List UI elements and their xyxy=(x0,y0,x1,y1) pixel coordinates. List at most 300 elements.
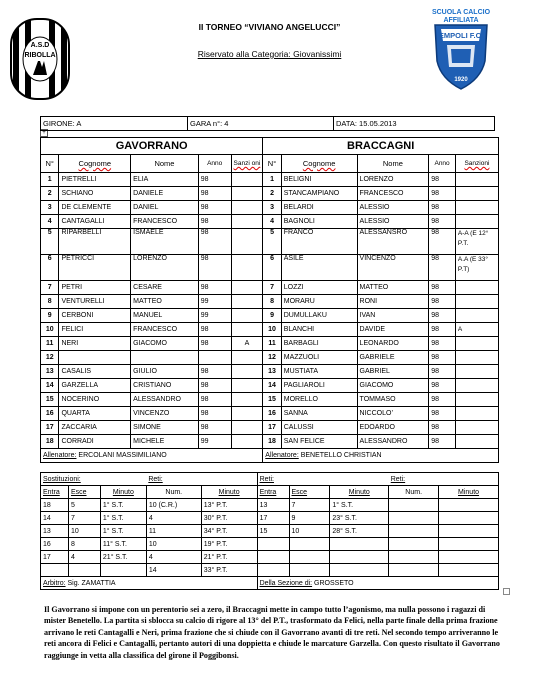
home-sub-out xyxy=(68,564,100,577)
away-name: ALESSANSRO xyxy=(357,229,429,255)
home-sanction xyxy=(231,421,263,435)
roster-number: 12 xyxy=(41,351,59,365)
home-sub-out: 7 xyxy=(68,512,100,525)
away-sanction xyxy=(455,435,498,449)
away-year: 98 xyxy=(429,435,456,449)
away-goal-scorer xyxy=(389,564,439,577)
home-sub-in: 14 xyxy=(41,512,69,525)
goal-col-num: Num. xyxy=(146,486,201,499)
roster-number: 16 xyxy=(41,407,59,421)
roster-number-away: 1 xyxy=(263,173,281,187)
away-sub-minute: 1° S.T. xyxy=(330,499,389,512)
home-sub-in: 13 xyxy=(41,525,69,538)
home-surname: DE CLEMENTE xyxy=(59,201,131,215)
gara-cell: GARA n°: 4 xyxy=(188,117,334,131)
home-year: 98 xyxy=(198,393,231,407)
home-sanction xyxy=(231,281,263,295)
home-goals-label: Reti: xyxy=(146,473,257,486)
away-sanction xyxy=(455,379,498,393)
away-sub-out xyxy=(289,564,330,577)
home-name: MANUEL xyxy=(131,309,199,323)
away-surname: ASILE xyxy=(281,255,357,281)
away-goal-scorer xyxy=(389,551,439,564)
away-year: 98 xyxy=(429,393,456,407)
home-name: MATTEO xyxy=(131,295,199,309)
home-sanction xyxy=(231,407,263,421)
roster-row xyxy=(41,187,499,201)
home-goal-minute: 30° P.T. xyxy=(201,512,257,525)
roster-number-away: 11 xyxy=(263,337,281,351)
roster-number-away: 18 xyxy=(263,435,281,449)
home-goal-minute: 33° P.T. xyxy=(201,564,257,577)
roster-row xyxy=(41,337,499,351)
away-name: DAVIDE xyxy=(357,323,429,337)
away-team-name: BRACCAGNI xyxy=(263,138,499,155)
roster-number-away: 3 xyxy=(263,201,281,215)
away-sub-in: 17 xyxy=(257,512,289,525)
away-name: ALESSIO xyxy=(357,201,429,215)
home-name: CRISTIANO xyxy=(131,379,199,393)
home-sub-minute: 1° S.T. xyxy=(100,525,146,538)
home-year: 99 xyxy=(198,295,231,309)
away-year: 98 xyxy=(429,281,456,295)
roster-number-away: 9 xyxy=(263,309,281,323)
away-sanction xyxy=(455,407,498,421)
home-sub-minute: 11° S.T. xyxy=(100,538,146,551)
home-surname: RIPARBELLI xyxy=(59,229,131,255)
away-name: MATTEO xyxy=(357,281,429,295)
col-anno: Anno xyxy=(198,155,231,173)
away-goal-minute xyxy=(439,564,499,577)
home-sanction xyxy=(231,255,263,281)
home-name: MICHELE xyxy=(131,435,199,449)
away-sanction xyxy=(455,351,498,365)
away-year: 98 xyxy=(429,421,456,435)
away-name: IVAN xyxy=(357,309,429,323)
away-surname: LOZZI xyxy=(281,281,357,295)
away-sanction: A xyxy=(455,323,498,337)
home-sanction xyxy=(231,379,263,393)
roster-row xyxy=(41,351,499,365)
match-info-table xyxy=(40,116,495,131)
away-year: 98 xyxy=(429,201,456,215)
away-year: 98 xyxy=(429,337,456,351)
date-cell: DATA: 15.05.2013 xyxy=(334,117,495,131)
away-year: 98 xyxy=(429,365,456,379)
roster-number-away: 13 xyxy=(263,365,281,379)
away-name: EDOARDO xyxy=(357,421,429,435)
home-goal-minute: 13° P.T. xyxy=(201,499,257,512)
home-sub-out: 8 xyxy=(68,538,100,551)
home-name: FRANCESCO xyxy=(131,323,199,337)
away-year: 98 xyxy=(429,295,456,309)
away-name: RONI xyxy=(357,295,429,309)
roster-number-away: 8 xyxy=(263,295,281,309)
away-surname: STANCAMPIANO xyxy=(281,187,357,201)
home-goal-scorer: 4 xyxy=(146,512,201,525)
home-sub-out: 10 xyxy=(68,525,100,538)
home-sanction xyxy=(231,201,263,215)
home-year: 98 xyxy=(198,255,231,281)
roster-number: 9 xyxy=(41,309,59,323)
away-year: 98 xyxy=(429,309,456,323)
home-sub-minute: 1° S.T. xyxy=(100,499,146,512)
away-name: FRANCESCO xyxy=(357,187,429,201)
ribolla-logo xyxy=(9,17,71,101)
roster-number: 3 xyxy=(41,201,59,215)
away-sub-minute xyxy=(330,551,389,564)
home-surname: CANTAGALLI xyxy=(59,215,131,229)
away-sanction xyxy=(455,421,498,435)
roster-row xyxy=(41,309,499,323)
home-year: 98 xyxy=(198,365,231,379)
home-name: GIULIO xyxy=(131,365,199,379)
roster-number: 8 xyxy=(41,295,59,309)
away-surname: CALUSSI xyxy=(281,421,357,435)
home-surname: ZACCARIA xyxy=(59,421,131,435)
roster-row xyxy=(41,201,499,215)
home-name xyxy=(131,351,199,365)
away-sanction xyxy=(455,281,498,295)
away-sub-minute xyxy=(330,538,389,551)
away-sub-out: 9 xyxy=(289,512,330,525)
home-sub-in: 17 xyxy=(41,551,69,564)
sub-col-minuto-away: Minuto xyxy=(330,486,389,499)
away-surname: FRANCO xyxy=(281,229,357,255)
away-sub-in xyxy=(257,564,289,577)
home-sub-in: 16 xyxy=(41,538,69,551)
roster-number: 7 xyxy=(41,281,59,295)
roster-number: 18 xyxy=(41,435,59,449)
away-surname: MORELLO xyxy=(281,393,357,407)
away-sub-out: 10 xyxy=(289,525,330,538)
home-name: LORENZO xyxy=(131,255,199,281)
away-goal-scorer xyxy=(389,499,439,512)
roster-row xyxy=(41,379,499,393)
substitution-row xyxy=(41,499,499,512)
girone-cell: GIRONE: A xyxy=(41,117,188,131)
away-sanction xyxy=(455,309,498,323)
home-surname: PETRI xyxy=(59,281,131,295)
home-sub-out: 5 xyxy=(68,499,100,512)
svg-text:A.S.D: A.S.D xyxy=(30,42,50,49)
col-cognome: Cognome xyxy=(59,155,131,173)
away-year: 98 xyxy=(429,229,456,255)
roster-number: 10 xyxy=(41,323,59,337)
away-year: 98 xyxy=(429,187,456,201)
away-goal-minute xyxy=(439,538,499,551)
home-surname: CERBONI xyxy=(59,309,131,323)
home-year: 98 xyxy=(198,229,231,255)
home-name: FRANCESCO xyxy=(131,215,199,229)
away-name: TOMMASO xyxy=(357,393,429,407)
substitution-row xyxy=(41,538,499,551)
roster-number-away: 5 xyxy=(263,229,281,255)
away-year: 98 xyxy=(429,215,456,229)
category-subtitle: Riservato alla Categoria: Giovanissimi xyxy=(197,49,342,59)
substitution-row xyxy=(41,551,499,564)
col-cognome-away: Cognome xyxy=(281,155,357,173)
roster-number: 4 xyxy=(41,215,59,229)
home-year xyxy=(198,351,231,365)
resize-handle-icon[interactable] xyxy=(503,588,510,595)
svg-text:1925: 1925 xyxy=(34,89,46,95)
roster-number: 17 xyxy=(41,421,59,435)
goal-col-num-away: Num. xyxy=(389,486,439,499)
home-year: 98 xyxy=(198,201,231,215)
home-year: 98 xyxy=(198,323,231,337)
roster-number-away: 16 xyxy=(263,407,281,421)
home-sanction xyxy=(231,323,263,337)
away-surname: SAN FELICE xyxy=(281,435,357,449)
roster-row xyxy=(41,435,499,449)
home-surname xyxy=(59,351,131,365)
home-surname: NERI xyxy=(59,337,131,351)
away-goal-scorer xyxy=(389,512,439,525)
away-sub-in xyxy=(257,551,289,564)
home-goal-scorer: 14 xyxy=(146,564,201,577)
sub-col-esce: Esce xyxy=(68,486,100,499)
tournament-title: II TORNEO “VIVIANO ANGELUCCI” xyxy=(198,22,341,32)
home-surname: VENTURELLI xyxy=(59,295,131,309)
home-surname: CORRADI xyxy=(59,435,131,449)
roster-number: 13 xyxy=(41,365,59,379)
home-name: ISMAELE xyxy=(131,229,199,255)
col-sanzioni: Sanzi oni xyxy=(231,155,263,173)
roster-number: 15 xyxy=(41,393,59,407)
section-cell: Della Sezione di: GROSSETO xyxy=(257,577,498,590)
home-surname: PIETRELLI xyxy=(59,173,131,187)
substitutions-table xyxy=(40,472,499,590)
away-sub-minute xyxy=(330,564,389,577)
home-sanction xyxy=(231,215,263,229)
home-year: 98 xyxy=(198,173,231,187)
svg-text:RIBOLLA: RIBOLLA xyxy=(24,52,56,59)
away-sanction xyxy=(455,215,498,229)
away-subs-label: Reti: xyxy=(257,473,389,486)
svg-text:AFFILIATA: AFFILIATA xyxy=(443,17,479,24)
roster-number-away: 4 xyxy=(263,215,281,229)
away-surname: BARBAGLI xyxy=(281,337,357,351)
roster-row xyxy=(41,393,499,407)
away-sanction xyxy=(455,173,498,187)
roster-number: 2 xyxy=(41,187,59,201)
home-year: 98 xyxy=(198,337,231,351)
home-sub-minute xyxy=(100,564,146,577)
home-sanction xyxy=(231,229,263,255)
roster-number: 11 xyxy=(41,337,59,351)
roster-number-away: 7 xyxy=(263,281,281,295)
away-coach-cell: Allenatore: BENETELLO CHRISTIAN xyxy=(263,449,499,463)
roster-table xyxy=(40,137,499,463)
home-coach-cell: Allenatore: ERCOLANI MASSIMILIANO xyxy=(41,449,263,463)
home-name: ALESSANDRO xyxy=(131,393,199,407)
roster-row xyxy=(41,229,499,255)
away-sub-minute: 28° S.T. xyxy=(330,525,389,538)
away-sanction xyxy=(455,187,498,201)
away-surname: SANNA xyxy=(281,407,357,421)
home-sub-in xyxy=(41,564,69,577)
empoli-logo xyxy=(421,5,501,91)
away-sanction xyxy=(455,365,498,379)
roster-number: 1 xyxy=(41,173,59,187)
away-sanction: A.A (E 33° P.T) xyxy=(455,255,498,281)
away-sub-in: 13 xyxy=(257,499,289,512)
away-goal-scorer xyxy=(389,538,439,551)
home-name: VINCENZO xyxy=(131,407,199,421)
home-sanction xyxy=(231,351,263,365)
away-sanction xyxy=(455,295,498,309)
referee-cell: Arbitro: Sig. ZAMATTIA xyxy=(41,577,258,590)
roster-row xyxy=(41,255,499,281)
home-sanction: A xyxy=(231,337,263,351)
away-surname: BELARDI xyxy=(281,201,357,215)
home-surname: QUARTA xyxy=(59,407,131,421)
away-name: NICCOLO’ xyxy=(357,407,429,421)
away-goal-scorer xyxy=(389,525,439,538)
match-report: Il Gavorrano si impone con un perentorio sei a zero, il Braccagni mette in campo tutto l’agonismo, ma nulla possono i ragazzi di mister Benetello. La partita si sblocca su calcio di rigore al 13° del P.T., trasformato da Felici, nella parte finale della prima frazione arrivano le reti Cantagalli e Neri, prima frazione che si chiude con il Gavorrano avanti di tre reti. Nel secondo tempo arriveranno le reti ancora di Felici e Cantagalli, pertanto autori di una doppietta e chiude le marcature Garzella. Con questo risultato il Gavorrano raggiunge in vetta alla classifica del girone il Poggibonsi. xyxy=(44,605,500,660)
away-sanction xyxy=(455,201,498,215)
away-sub-in: 15 xyxy=(257,525,289,538)
away-sub-out: 7 xyxy=(289,499,330,512)
goal-col-minuto: Minuto xyxy=(201,486,257,499)
away-goal-minute xyxy=(439,512,499,525)
away-goal-minute xyxy=(439,551,499,564)
col-anno-away: Anno xyxy=(429,155,456,173)
roster-row xyxy=(41,323,499,337)
home-goal-minute: 19° P.T. xyxy=(201,538,257,551)
home-goal-scorer: 11 xyxy=(146,525,201,538)
home-sanction xyxy=(231,393,263,407)
roster-number-away: 12 xyxy=(263,351,281,365)
home-sanction xyxy=(231,295,263,309)
home-goal-minute: 34° P.T. xyxy=(201,525,257,538)
home-year: 98 xyxy=(198,407,231,421)
home-sanction xyxy=(231,173,263,187)
svg-text:SCUOLA CALCIO: SCUOLA CALCIO xyxy=(431,9,491,16)
away-goal-minute xyxy=(439,525,499,538)
away-surname: PAGLIAROLI xyxy=(281,379,357,393)
home-year: 98 xyxy=(198,379,231,393)
away-name: LEONARDO xyxy=(357,337,429,351)
away-surname: BAGNOLI xyxy=(281,215,357,229)
home-sanction xyxy=(231,435,263,449)
substitution-row xyxy=(41,525,499,538)
home-subs-label: Sostituzioni: xyxy=(41,473,147,486)
away-year: 98 xyxy=(429,407,456,421)
away-goals-label: Reti: xyxy=(389,473,499,486)
sub-col-entra: Entra xyxy=(41,486,69,499)
away-sanction: A-A (E 12° P.T. xyxy=(455,229,498,255)
col-nome: Nome xyxy=(131,155,199,173)
away-year: 98 xyxy=(429,323,456,337)
roster-row xyxy=(41,281,499,295)
home-year: 98 xyxy=(198,281,231,295)
roster-number-away: 15 xyxy=(263,393,281,407)
away-name: GABRIEL xyxy=(357,365,429,379)
away-surname: MORARU xyxy=(281,295,357,309)
away-sub-minute: 23° S.T. xyxy=(330,512,389,525)
home-sanction xyxy=(231,187,263,201)
away-name: GIACOMO xyxy=(357,379,429,393)
sub-col-entra-away: Entra xyxy=(257,486,289,499)
away-surname: BLANCHI xyxy=(281,323,357,337)
home-goal-scorer: 10 xyxy=(146,538,201,551)
away-sub-out xyxy=(289,538,330,551)
col-n: N° xyxy=(41,155,59,173)
away-year: 98 xyxy=(429,255,456,281)
home-sanction xyxy=(231,309,263,323)
home-name: GIACOMO xyxy=(131,337,199,351)
roster-row xyxy=(41,407,499,421)
roster-row xyxy=(41,365,499,379)
home-year: 98 xyxy=(198,215,231,229)
home-team-name: GAVORRANO xyxy=(41,138,263,155)
home-goal-minute: 21° P.T. xyxy=(201,551,257,564)
away-surname: MAZZUOLI xyxy=(281,351,357,365)
home-name: DANIEL xyxy=(131,201,199,215)
away-name: LORENZO xyxy=(357,173,429,187)
home-name: DANIELE xyxy=(131,187,199,201)
away-name: VINCENZO xyxy=(357,255,429,281)
away-surname: MUSTIATA xyxy=(281,365,357,379)
roster-number-away: 17 xyxy=(263,421,281,435)
roster-row xyxy=(41,215,499,229)
home-year: 98 xyxy=(198,187,231,201)
home-year: 99 xyxy=(198,309,231,323)
svg-text:EMPOLI F.C.: EMPOLI F.C. xyxy=(438,31,484,40)
home-surname: GARZELLA xyxy=(59,379,131,393)
away-surname: BELIGNI xyxy=(281,173,357,187)
move-handle-icon[interactable]: + xyxy=(40,129,48,137)
col-sanzioni-away: Sanzioni xyxy=(455,155,498,173)
away-surname: DUMULLAKU xyxy=(281,309,357,323)
away-sub-in xyxy=(257,538,289,551)
home-sub-in: 18 xyxy=(41,499,69,512)
col-n-away: N° xyxy=(263,155,281,173)
home-surname: SCHIANO xyxy=(59,187,131,201)
away-name: ALESSANDRO xyxy=(357,435,429,449)
home-name: CESARE xyxy=(131,281,199,295)
home-surname: CASALIS xyxy=(59,365,131,379)
roster-row xyxy=(41,421,499,435)
home-goal-scorer: 10 (C.R.) xyxy=(146,499,201,512)
away-year: 98 xyxy=(429,173,456,187)
sub-col-esce-away: Esce xyxy=(289,486,330,499)
home-sanction xyxy=(231,365,263,379)
roster-row xyxy=(41,295,499,309)
sub-col-minuto: Minuto xyxy=(100,486,146,499)
home-surname: PETRICCI xyxy=(59,255,131,281)
substitution-row xyxy=(41,512,499,525)
home-sub-minute: 1° S.T. xyxy=(100,512,146,525)
home-sub-out: 4 xyxy=(68,551,100,564)
away-name: GABRIELE xyxy=(357,351,429,365)
goal-col-minuto-away: Minuto xyxy=(439,486,499,499)
roster-number-away: 14 xyxy=(263,379,281,393)
roster-number-away: 10 xyxy=(263,323,281,337)
col-nome-away: Nome xyxy=(357,155,429,173)
home-sub-minute: 21° S.T. xyxy=(100,551,146,564)
svg-text:1920: 1920 xyxy=(454,77,468,83)
home-surname: FELICI xyxy=(59,323,131,337)
roster-number-away: 6 xyxy=(263,255,281,281)
home-surname: NOCERINO xyxy=(59,393,131,407)
substitution-row xyxy=(41,564,499,577)
roster-number-away: 2 xyxy=(263,187,281,201)
away-year: 98 xyxy=(429,351,456,365)
roster-number: 14 xyxy=(41,379,59,393)
